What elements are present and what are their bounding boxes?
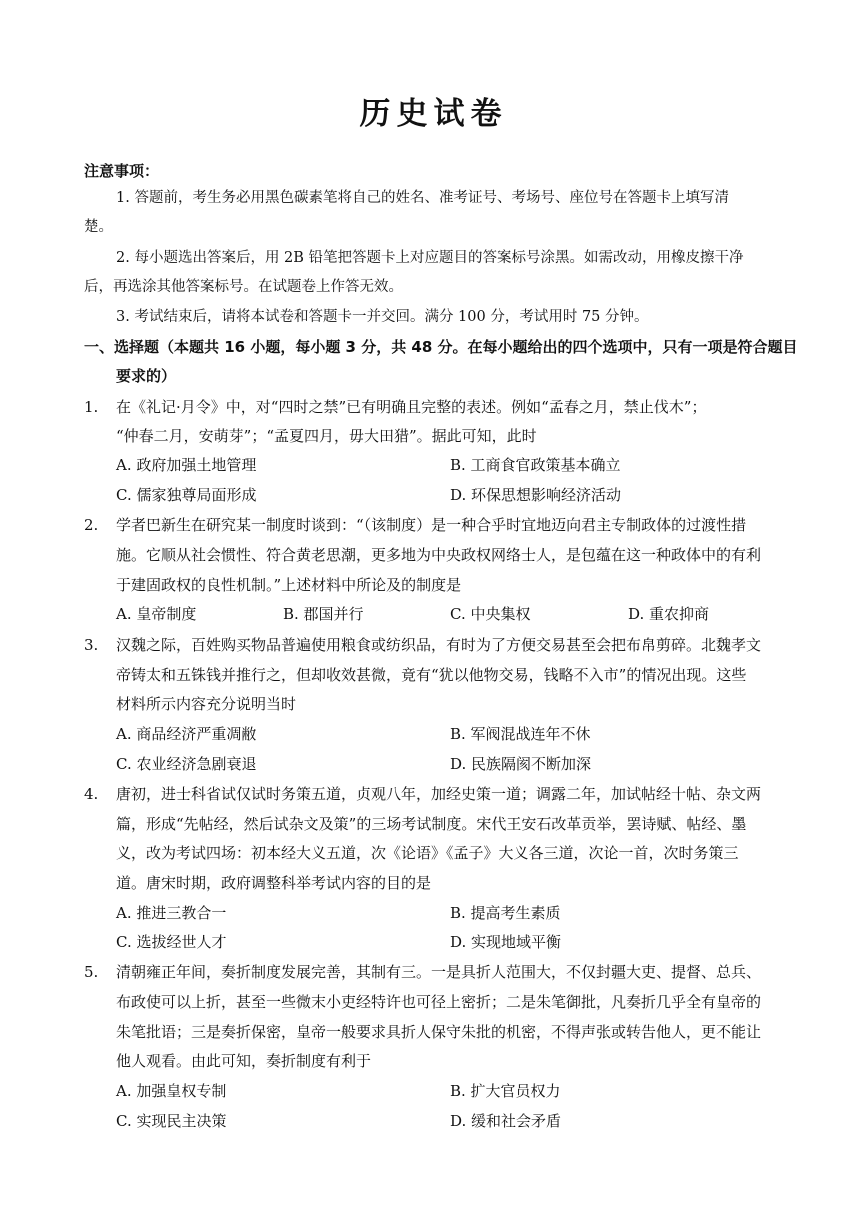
option-b[interactable]: B. 工商食官政策基本确立 [450,456,621,474]
option-b[interactable]: B. 提高考生素质 [450,904,561,922]
notice-line: 1. 答题前，考生务必用黑色碳素笔将自己的姓名、准考证号、考场号、座位号在答题卡上填写清 [116,190,729,206]
page-title: 历史试卷 [359,96,508,132]
question-text: “仲春二月，安萌芽”；“孟夏四月，毋大田猎”。据此可知，此时 [116,427,537,445]
option-a[interactable]: A. 推进三教合一 [116,904,227,922]
question-number: 2. [84,516,99,534]
option-d[interactable]: D. 缓和社会矛盾 [450,1112,562,1130]
question-text: 布政使可以上折，甚至一些微末小吏经特许也可径上密折；二是朱笔御批，凡奏折几乎全有皇帝的 [116,993,762,1011]
question-text: 材料所示内容充分说明当时 [116,695,297,713]
question-text: 义，改为考试四场：初本经大义五道，次《论语》《孟子》大义各三道，次论一首，次时务策三 [116,844,739,862]
option-c[interactable]: C. 实现民主决策 [116,1112,227,1130]
notice-heading: 注意事项： [84,162,160,180]
question-number: 4. [84,785,99,803]
question-text: 篇，形成“先帖经，然后试杂文及策”的三场考试制度。宋代王安石改革贡举，罢诗赋、帖经、墨 [116,815,747,833]
option-a[interactable]: A. 皇帝制度 [116,605,197,623]
option-d[interactable]: D. 环保思想影响经济活动 [450,486,622,504]
question-text: 在《礼记·月令》中，对“四时之禁”已有明确且完整的表述。例如“孟春之月，禁止伐木”； [116,398,707,416]
notice-line: 楚。 [84,219,113,235]
option-d[interactable]: D. 重农抑商 [628,605,710,623]
question-text: 帝铸太和五铢钱并推行之，但却收效甚微，竟有“犹以他物交易，钱略不入市”的情况出现。这些 [116,666,747,684]
question-text: 道。唐宋时期，政府调整科举考试内容的目的是 [116,874,432,892]
option-a[interactable]: A. 加强皇权专制 [116,1082,227,1100]
option-c[interactable]: C. 农业经济急剧衰退 [116,755,257,773]
option-b[interactable]: B. 扩大官员权力 [450,1082,561,1100]
section-heading: 一、选择题（本题共 16 小题，每小题 3 分，共 48 分。在每小题给出的四个选项中，只有一项是符合题目 [84,338,798,356]
option-a[interactable]: A. 政府加强土地管理 [116,456,257,474]
notice-line: 3. 考试结束后，请将本试卷和答题卡一并交回。满分 100 分，考试用时 75 分钟。 [116,309,649,325]
question-number: 1. [84,398,99,416]
question-text: 学者巴新生在研究某一制度时谈到：“（该制度）是一种合乎时宜地迈向君主专制政体的过渡性措 [116,516,747,534]
option-a[interactable]: A. 商品经济严重凋敝 [116,725,257,743]
option-b[interactable]: B. 军阀混战连年不休 [450,725,591,743]
notice-line: 后，再选涂其他答案标号。在试题卷上作答无效。 [84,279,403,295]
option-c[interactable]: C. 儒家独尊局面形成 [116,486,257,504]
question-text: 朱笔批语；三是奏折保密，皇帝一般要求具折人保守朱批的机密，不得声张或转告他人，更不能让 [116,1023,762,1041]
question-text: 清朝雍正年间，奏折制度发展完善，其制有三。一是具折人范围大，不仅封疆大吏、提督、总兵、 [116,963,762,981]
question-text: 他人观看。由此可知，奏折制度有利于 [116,1052,372,1070]
notice-line: 2. 每小题选出答案后，用 2B 铅笔把答题卡上对应题目的答案标号涂黑。如需改动，用橡皮擦干净 [116,250,744,266]
question-text: 唐初，进士科省试仅试时务策五道，贞观八年，加经史策一道；调露二年，加试帖经十帖、杂文两 [116,785,762,803]
question-text: 汉魏之际，百姓购买物品普遍使用粮食或纺织品，有时为了方便交易甚至会把布帛剪碎。北魏孝文 [116,636,762,654]
question-text: 于建固政权的良性机制。”上述材料中所论及的制度是 [116,576,462,594]
option-c[interactable]: C. 选拔经世人才 [116,933,227,951]
option-c[interactable]: C. 中央集权 [450,605,531,623]
question-text: 施。它顺从社会惯性、符合黄老思潮，更多地为中央政权网络士人，是包蕴在这一种政体中的有利 [116,546,762,564]
question-number: 3. [84,636,99,654]
option-b[interactable]: B. 郡国并行 [283,605,364,623]
section-heading-cont: 要求的） [116,367,177,385]
question-number: 5. [84,963,99,981]
option-d[interactable]: D. 实现地域平衡 [450,933,562,951]
option-d[interactable]: D. 民族隔阂不断加深 [450,755,592,773]
